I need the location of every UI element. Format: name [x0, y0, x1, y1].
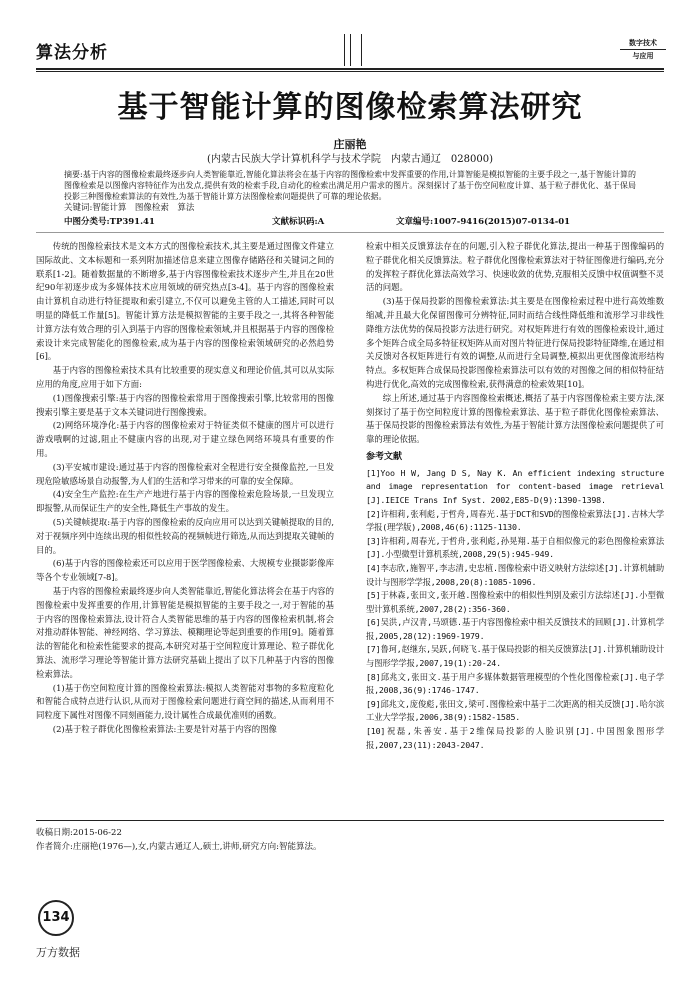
reference-item: [2]许相莉,张利彪,于哲舟,周春光.基于DCT和SVD的图像检索算法[J].吉林大学学报(理学版),2008,46(6):1125-1130. — [366, 508, 664, 533]
journal-name — [620, 38, 666, 61]
body-paragraph: 基于内容的图像检索技术具有比较重要的现实意义和理论价值,其可以从实际应用的角度,应用于如下方面: — [36, 365, 334, 389]
classification-row — [64, 215, 636, 227]
body-paragraph: (2)基于粒子群优化图像检索算法:主要是针对基于内容的图像 — [52, 723, 277, 734]
body-left-column — [36, 240, 334, 737]
body-paragraph: 传统的图像检索技术是文本方式的图像检索技术,其主要是通过图像文件建立国际故此、文本标题和一系列附加描述信息来建立图像存储路径和关键词之间的联系[1-2]。随着数据量的不断增多,基于内容图像检索技术逐步产生,并且在20世纪90年初逐步成为多媒体技术应用领域的研究热点[3-4]。基于内容的图像检索由计算机自动进行特征提取和索引建立,不仅可以避免主管的人工描述,同时可以明显的降低工作量[5]。智能计算方法是模拟智能的主要手段之一,其将各种智能计算方法有效合理的引入到基于内容的图像检索领域,并且根据基于内容的图像检索设计来完成智能化的图像检索,成为基于内容的图像检索领域研究的必然趋势[6]。 — [36, 241, 334, 362]
section-title: 算法分析 — [36, 43, 108, 63]
body-paragraph: (3)平安城市建设:通过基于内容的图像检索对全程进行安全摄像监控,一旦发现危险敏感场景自动报警,为人们的生活和学习带来的可靠的安全保障。 — [36, 461, 334, 486]
header-divider-bars — [342, 34, 364, 66]
body-paragraph: 基于内容的图像检索最终逐步向人类智能靠近,智能化算法将会在基于内容的图像检索中发挥重要的作用,计算智能是模拟智能的主要手段之一,对于智能的基于内容的图像检索算法,设计符合人类智能思维的基于内容的图像检索机制,将会对推动群体智能、神经网络、学习算法、模糊理论等起到重要的作用[9]。随着算法的智能化和检索性能要求的提高,本研究对基于空间粒度计算理论、粒子群优化算法、流形学习理论等智能计算方法研究基础上提出了以下几种基于内容的图像检索算法。 — [36, 585, 334, 679]
page-number-badge: 134 — [38, 900, 74, 936]
body-paragraph: (1)基于伤空间粒度计算的图像检索算法:模拟人类智能对事物的多粒度粒化和智能合成特点进行认识,从而对于图像检索问题进行商空间的描述,从而利用不同粒度下属性对图像不同刻画能力,设计属性合成最优准则的函数。 — [36, 682, 334, 721]
reference-item: [10]祝磊,朱善安.基于2维保局投影的人脸识别[J].中国图象图形学报,2007,23(11):2043-2047. — [366, 726, 664, 750]
header-rule — [36, 68, 664, 70]
journal-name-line2: 与应用 — [632, 52, 654, 60]
body-paragraph: (2)网络环境净化:基于内容的图像检索对于特征类似不健康的图片可以进行游戏哦啊的过滤,阻止不健康内容的出现,对于建立绿色网络环境具有重要的作用。 — [36, 420, 334, 458]
document-code: 文献标识码:A — [272, 217, 325, 227]
classification-number: 中图分类号:TP391.41 — [64, 217, 155, 227]
reference-item: [4]李志欣,施智平,李志清,史忠植.图像检索中语义映射方法综述[J].计算机辅助设计与图形学学报,2008,20(8):1085-1096. — [366, 562, 664, 587]
abstract: 摘要:基于内容的图像检索最终逐步向人类智能靠近,智能化算法将会在基于内容的图像检索中发挥重要的作用,计算智能是模拟智能的主要手段之一,基于智能计算的图像检索是以图像内容特征作为出发点,提供有效的检索手段,自动化的检索出满足用户需求的图片。深刻探讨了基于伤空间粒度计算、基于粒子群优化、基于保局投影三种图像检索算法的有效性,为基于智能计算方法图像检索问题提供了可靠的理论依据。 — [64, 170, 636, 201]
received-date: 收稿日期:2015-06-22 — [36, 828, 122, 838]
reference-item: [9]邱兆文,庞俊彪,张田文,梁可.图像检索中基于二次距离的相关反馈[J].哈尔滨工业大学学报,2006,38(9):1582-1585. — [366, 698, 664, 723]
article-number: 文章编号:1007-9416(2015)07-0134-01 — [396, 217, 571, 227]
reference-item: [7]鲁珂,赵继东,吴跃,何晓飞.基于保局投影的相关反馈算法[J].计算机辅助设计与图形学学报,2007,19(1):20-24. — [366, 644, 664, 669]
wanfang-watermark: 万方数据 — [36, 946, 80, 959]
body-paragraph: (1)图像搜索引擎:基于内容的图像检索常用于图像搜索引擎,比较常用的图像搜索引擎主要是基于文本关键词进行图像搜索。 — [36, 392, 334, 417]
journal-divider — [620, 49, 666, 50]
body-paragraph: (3)基于保局投影的图像检索算法:其主要是在图像检索过程中进行高效维数缩减,并且最大化保留图像可分辨特征,同时而结合线性降低维和流形学习非线性降维方法优势的保局投影方法进行研究。对权矩阵进行有效的图像检索设计,通过多个矩阵合成全局多特征权矩阵从而对图片特征进行保局投影特征降维,在通过相关反馈对各权矩阵进行有效的调整,从而进行全局调整,模拟出更优图像流形结构特点。多权矩阵合成保局投影图像检索算法可以有效的对图像之间的相似特征结构进行优化,高效的完成图像检索,获得满意的检索效果[10]。 — [366, 296, 664, 389]
body-right-column — [366, 240, 664, 752]
reference-item: [6]吴洪,卢汉青,马颂德.基于内容图像检索中相关反馈技术的回顾[J].计算机学报,2005,28(12):1969-1979. — [366, 617, 664, 641]
author-name: 庄丽艳 — [333, 138, 367, 151]
footer-rule — [36, 820, 664, 821]
body-paragraph: (6)基于内容的图像检索还可以应用于医学图像检索、大规模专业摄影影像库等各个专业领域[7-8]。 — [36, 558, 334, 583]
journal-name-line1: 数字技术 — [629, 39, 657, 47]
body-paragraph: 检索中相关反馈算法存在的问题,引入粒子群优化算法,提出一种基于图像编码的粒子群优化相关反馈算法。粒子群优化图像检索算法对于特征图像进行编码,充分的发挥粒子群优化算法高效学习、快速收敛的优势,克服相关反馈中权值调整不灵活的问题。 — [366, 241, 664, 293]
reference-item: [5]于林森,张田文,张开越.图像检索中的相似性判别及索引方法综述[J].小型微型计算机系统,2007,28(2):356-360. — [366, 590, 664, 614]
keywords: 关键词:智能计算 图像检索 算法 — [64, 203, 195, 213]
paper-title: 基于智能计算的图像检索算法研究 — [117, 90, 583, 125]
body-paragraph: 综上所述,通过基于内容图像检索概述,概括了基于内容图像检索主要方法,深刻探讨了基于伤空间粒度计算的图像检索算法、基于粒子群优化图像检索算法、基于保局投影的图像检索算法有效性,为基于智能计算方法图像检索问题提供了可靠的理论依据。 — [366, 392, 664, 445]
references-heading: 参考文献 — [366, 451, 403, 462]
body-top-rule — [36, 232, 664, 233]
reference-item: [3]许相莉,周春光,于哲舟,张利彪,孙晃翔.基于自相似像元的彩色图像检索算法[J].小型微型计算机系统,2008,29(5):945-949. — [366, 535, 664, 560]
header-rule-thin — [36, 71, 664, 72]
author-bio: 作者简介:庄丽艳(1976—),女,内蒙古通辽人,硕士,讲师,研究方向:智能算法。 — [36, 842, 322, 852]
reference-item: [1]Yoo H W, Jang D S, Nay K. An efficient indexing structure and image representation for content-based image retrieval [J].IEICE Trans Inf Syst. 2002,E85-D(9):1390-1398. — [366, 467, 664, 505]
body-paragraph: (5)关键帧提取:基于内容的图像检索的反向应用可以达到关键帧提取的目的,对于视频序列中连续出现的相似性较高的视频帧进行筛选,从而达到提取关键帧的目的。 — [36, 516, 334, 555]
reference-item: [8]邱兆文,张田文.基于用户多媒体数据管理模型的个性化图像检索[J].电子学报,2008,36(9):1746-1747. — [366, 671, 664, 696]
author-affiliation: (内蒙古民族大学计算机科学与技术学院 内蒙古通辽 028000) — [207, 154, 493, 165]
body-paragraph: (4)安全生产监控:在生产产地进行基于内容的图像检索危险场景,一旦发现立即报警,从而保证生产的安全性,降低生产事故的发生。 — [36, 489, 334, 514]
